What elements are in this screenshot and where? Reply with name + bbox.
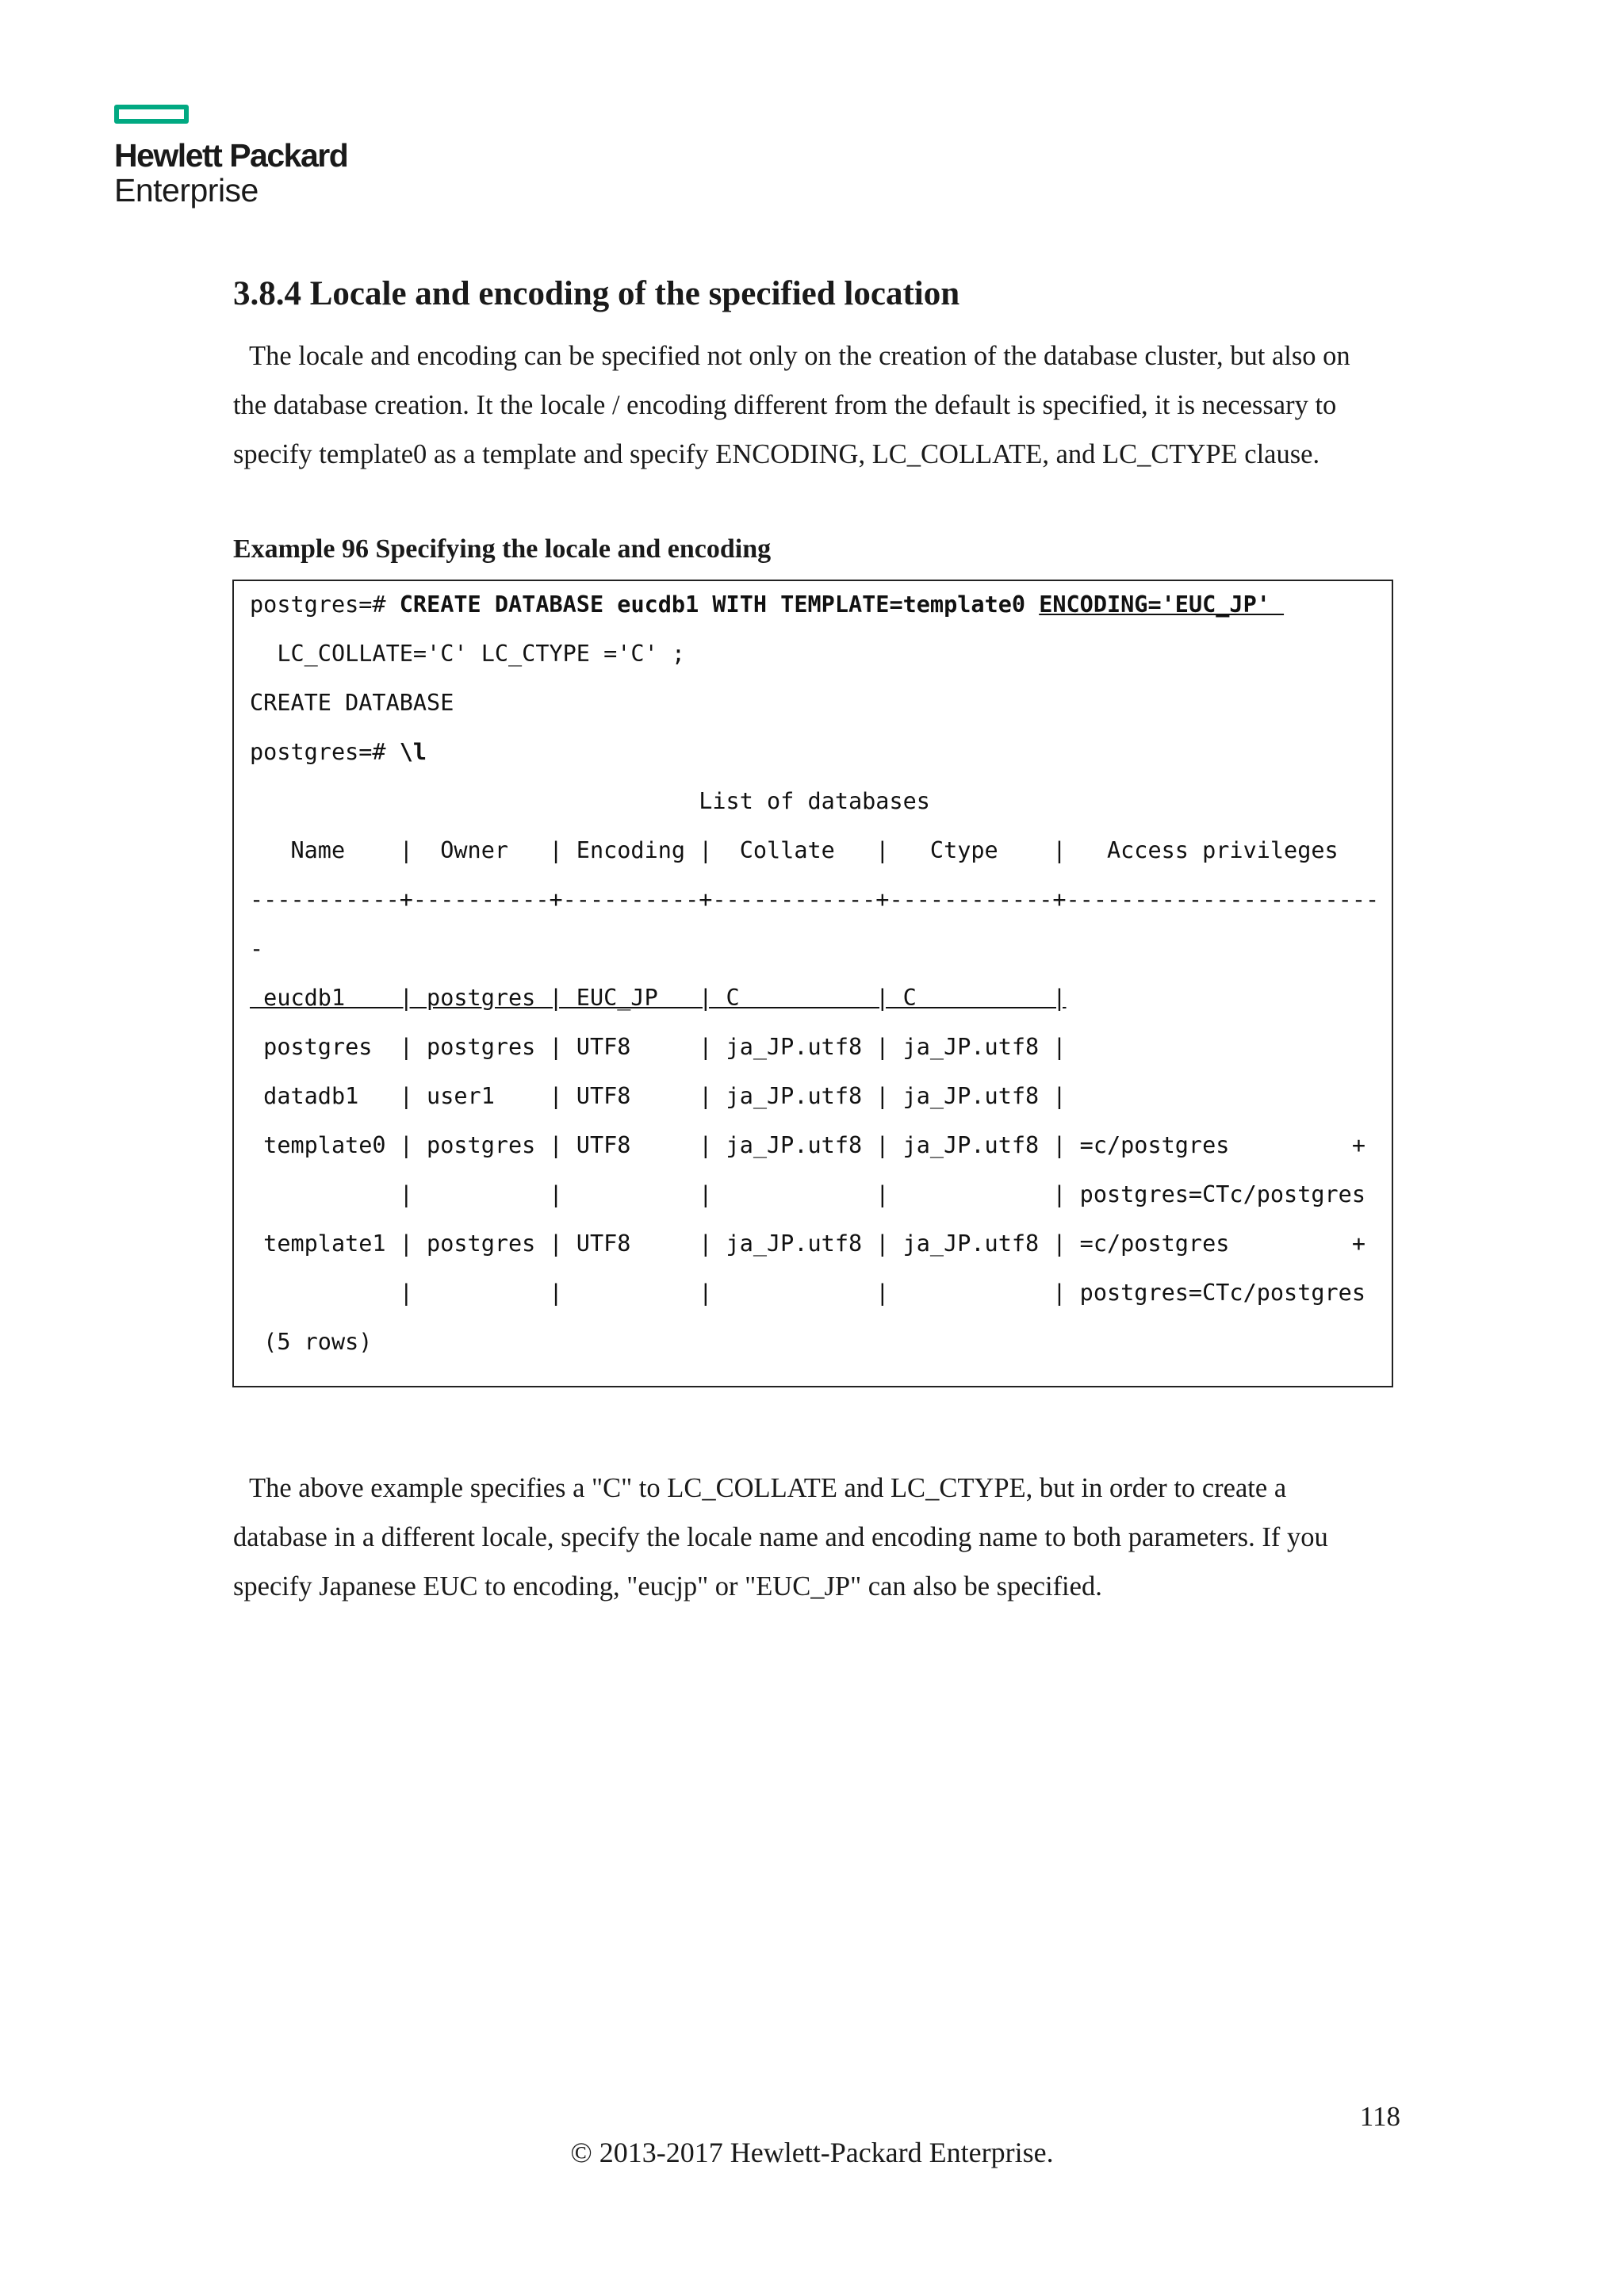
list-meta-command: \l — [399, 739, 427, 765]
table-row: datadb1 | user1 | UTF8 | ja_JP.utf8 | ja_JP.utf8 | — [250, 1083, 1067, 1109]
table-separator-wrap: - — [250, 936, 264, 962]
code-line-command — [250, 589, 1284, 621]
sql-encoding-clause: ENCODING='EUC_JP' — [1039, 591, 1285, 618]
conclusion-paragraph — [233, 1464, 1404, 1611]
table-row: postgres | postgres | UTF8 | ja_JP.utf8 | ja_JP.utf8 | — [250, 1034, 1067, 1060]
row-count: (5 rows) — [250, 1329, 373, 1355]
example-caption: Example 96 Specifying the locale and encoding — [233, 534, 772, 564]
conclusion-line: specify Japanese EUC to encoding, "eucjp" or "EUC_JP" can also be specified. — [233, 1571, 1102, 1601]
table-title: List of databases — [250, 788, 930, 814]
hpe-logo — [114, 105, 347, 208]
logo-line-1: Hewlett Packard — [114, 137, 348, 174]
conclusion-line: The above example specifies a "C" to LC_COLLATE and LC_CTYPE, but in order to create a — [249, 1473, 1287, 1503]
table-separator: -----------+----------+----------+------------+------------+----------------------- — [250, 886, 1380, 913]
intro-line: the database creation. It the locale / encoding different from the default is specified, it is necessary to — [233, 390, 1337, 420]
intro-paragraph — [233, 331, 1404, 479]
intro-line: The locale and encoding can be specified not only on the creation of the database cluster, but also on — [249, 341, 1350, 371]
copyright-notice: © 2013-2017 Hewlett-Packard Enterprise. — [570, 2137, 1054, 2168]
section-title: 3.8.4 Locale and encoding of the specified location — [233, 275, 960, 312]
table-row-cont: | | | | | postgres=CTc/postgres — [250, 1280, 1365, 1306]
psql-prompt: postgres=# — [250, 739, 400, 765]
table-row-cont: | | | | | postgres=CTc/postgres — [250, 1181, 1365, 1207]
logo-line-2: Enterprise — [114, 172, 259, 209]
table-row: template0 | postgres | UTF8 | ja_JP.utf8 | ja_JP.utf8 | =c/postgres + — [250, 1132, 1365, 1158]
page-number: 118 — [1359, 2101, 1400, 2132]
hpe-logo-bar-icon — [114, 105, 189, 124]
intro-line: specify template0 as a template and specify ENCODING, LC_COLLATE, and LC_CTYPE clause. — [233, 439, 1320, 469]
psql-prompt: postgres=# — [250, 591, 400, 618]
sql-command: CREATE DATABASE eucdb1 WITH TEMPLATE=template0 — [399, 591, 1040, 618]
code-line-result: CREATE DATABASE — [250, 690, 454, 716]
hpe-logo-text — [114, 138, 347, 208]
table-row: eucdb1 | postgres | EUC_JP | C | C | — [250, 985, 1067, 1011]
code-line-list-command — [250, 737, 427, 768]
code-example-box — [232, 580, 1393, 1387]
table-row: template1 | postgres | UTF8 | ja_JP.utf8 | ja_JP.utf8 | =c/postgres + — [250, 1230, 1365, 1257]
table-header: Name | Owner | Encoding | Collate | Ctype | Access privileges — [250, 837, 1339, 863]
code-line-command-cont: LC_COLLATE='C' LC_CTYPE ='C' ; — [250, 641, 686, 667]
conclusion-line: database in a different locale, specify the locale name and encoding name to both parameters. If you — [233, 1522, 1328, 1552]
